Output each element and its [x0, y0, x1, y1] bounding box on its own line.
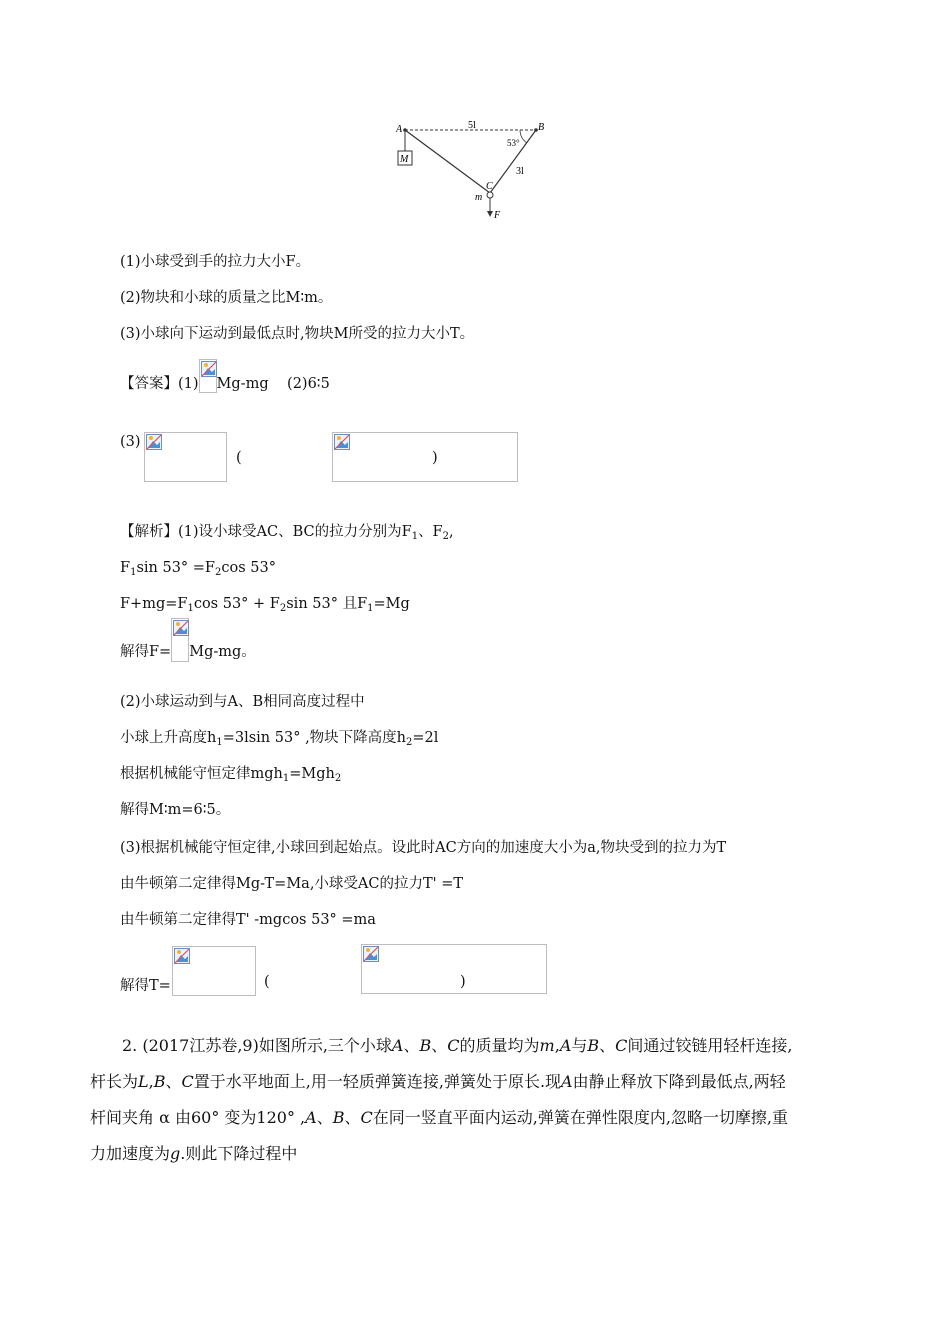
problem-2-line-1: 2. (2017江苏卷,9)如图所示,三个小球A、B、C的质量均为m,A与B、C间通过铰链用轻杆连接,	[122, 1036, 793, 1055]
answer-line-3: (3) ( )	[120, 432, 394, 482]
problem-2-line-4: 力加速度为g.则此下降过程中	[90, 1144, 298, 1163]
question-2: (2)物块和小球的质量之比M∶m。	[120, 290, 333, 306]
ball-m	[487, 192, 493, 198]
analysis-line-9: (3)根据机械能守恒定律,小球回到起始点。设此时AC方向的加速度大小为a,物块受到的拉力为T	[120, 840, 727, 856]
analysis-line-6: 小球上升高度$h_1=3lsin$ 53° ,物块下降高度$h_2=2l$	[120, 730, 439, 748]
label-c: C	[486, 181, 493, 192]
analysis-line-5: (2)小球运动到与A、B相同高度过程中	[120, 694, 365, 710]
label-m-block: M	[400, 154, 409, 165]
angle-arc	[520, 130, 527, 143]
problem-2-line-3: 杆间夹角 α 由60° 变为120° ,A、B、C在同一竖直平面内运动,弹簧在弹性限度内,忽略一切摩擦,重	[90, 1108, 789, 1127]
label-m-ball: m	[475, 192, 483, 203]
physics-diagram	[388, 118, 563, 228]
label-angle: 53°	[507, 138, 520, 148]
analysis-line-1: 【解析】(1)设小球受AC、BC的拉力分别为$F_1$、$F_2$,	[120, 524, 454, 542]
analysis-line-7: 根据机械能守恒定律mgh$_1$=Mgh$_2$	[120, 766, 342, 784]
label-bc: 3l	[516, 166, 524, 177]
broken-image-icon	[144, 432, 227, 482]
answer-label: 【答案】	[120, 376, 178, 392]
broken-image-icon	[171, 618, 189, 662]
analysis-label: 【解析】	[120, 524, 178, 540]
question-1: (1)小球受到手的拉力大小F。	[120, 254, 311, 270]
label-f: F	[494, 210, 501, 221]
analysis-line-2: $F_1\sin$ $53^\circ =F_2\cos$ 53°	[120, 560, 276, 578]
analysis-line-4: 解得F= Mg-mg。	[120, 642, 256, 662]
label-b: B	[538, 122, 545, 133]
analysis-line-12: 解得T= ( )	[120, 944, 395, 994]
rod-ac	[405, 130, 490, 193]
label-a: A	[396, 124, 403, 135]
label-ab: 5l	[468, 120, 476, 131]
force-arrow-head	[487, 211, 493, 217]
answer-line-1: 【答案】(1) Mg-mg (2)6∶5	[120, 374, 330, 394]
analysis-line-8: 解得M∶m=6∶5。	[120, 802, 231, 818]
broken-image-icon	[199, 359, 217, 393]
broken-image-icon	[361, 944, 547, 994]
broken-image-icon	[172, 946, 256, 996]
problem-2-line-2: 杆长为L,B、C置于水平地面上,用一轻质弹簧连接,弹簧处于原长.现A由静止释放下降到最低点,两轻	[90, 1072, 786, 1091]
analysis-line-11: 由牛顿第二定律得T' -mgcos 53° =ma	[120, 912, 376, 928]
problem-2	[90, 1030, 870, 1170]
question-3: (3)小球向下运动到最低点时,物块M所受的拉力大小T。	[120, 326, 475, 342]
broken-image-icon	[332, 432, 518, 482]
analysis-line-3: $F+mg=F_1\cos$ $53^\circ + F_2\sin$ 53° 且$F_1=Mg$	[120, 596, 410, 614]
analysis-line-10: 由牛顿第二定律得Mg-T=Ma,小球受AC的拉力T' =T	[120, 876, 464, 892]
